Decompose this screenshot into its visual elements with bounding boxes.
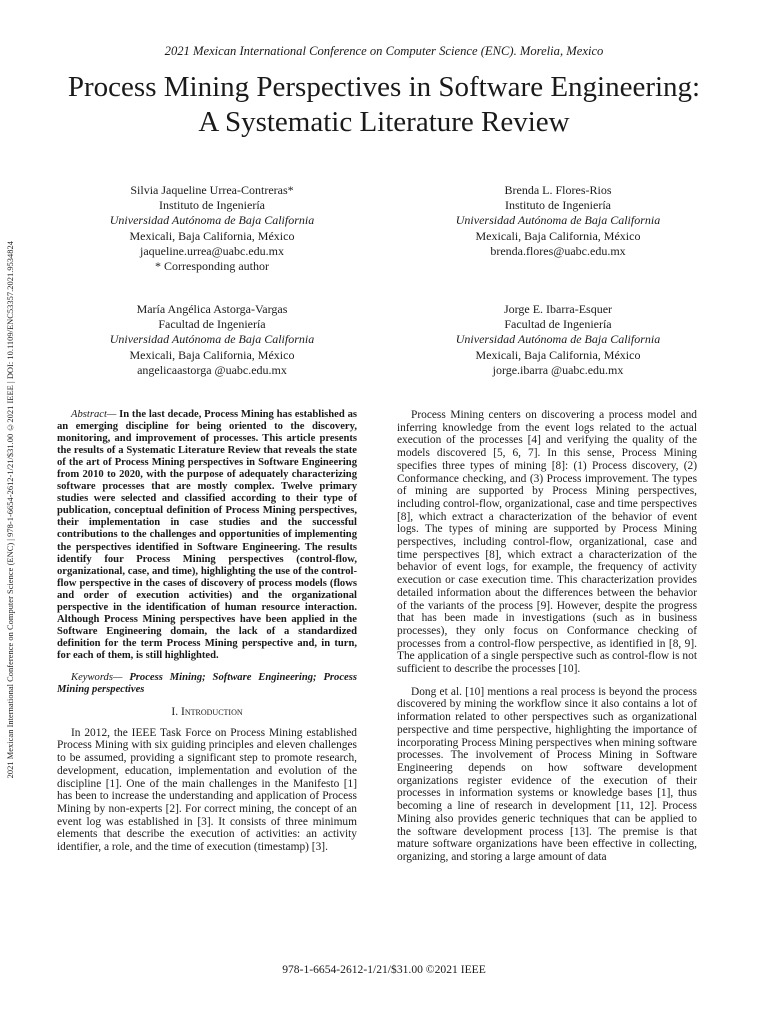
author-univ: Universidad Autónoma de Baja California xyxy=(455,332,661,347)
right-paragraph-1: Process Mining centers on discovering a process model and inferring knowledge from the event logs related to the actual execution of the processes [4] and verifying the quality of the models discovered [5, 6, 7]. In this sense, Process Mining specifies three types of mining [8]: (1) Process discovery, (2) Conformance checking, and (3) Process improvement. The types of mining are supported by Process Mining perspectives, including control-flow, organizational, case and time perspectives [8], which extract a characterization of the behavior of event logs. The types of mining are supported by Process Mining perspectives, including control-flow, organizational, case and time perspectives [8], which extract a characterization of the behavior of event logs, for example, the frequency of activity execution or case execution time. This characterization provides detailed information about the differences between the behavior of the variants of the process [9]. However, despite the progress that has been made in investigations (such as in business processes), they only focus on Conformance checking of processes from a control-flow perspective, as identified in [8, 9]. The application of a single perspective such as control-flow is not sufficient to describe the processes [10]. xyxy=(397,409,697,676)
author-email: angelicaastorga @uabc.edu.mx xyxy=(137,362,287,377)
author-email: brenda.flores@uabc.edu.mx xyxy=(490,243,626,258)
author-city: Mexicali, Baja California, México xyxy=(129,228,295,243)
right-column xyxy=(397,409,697,864)
author-name: Jorge E. Ibarra-Esquer xyxy=(503,302,613,316)
keywords-text: Process Mining; Software Engineering; Process Mining perspectives xyxy=(57,671,357,696)
author-dept: Instituto de Ingeniería xyxy=(505,198,611,213)
author-univ: Universidad Autónoma de Baja California xyxy=(455,213,661,228)
doi-sidebar-text: 2021 Mexican International Conference on Computer Science (ENC) | 978-1-6654-2612-1/21/$31.00 ©2021 IEEE | DOI: 10.1109/ENC53357.2021.9534824 xyxy=(5,241,15,779)
author-block-1 xyxy=(72,183,352,274)
author-city: Mexicali, Baja California, México xyxy=(129,347,295,362)
keywords-label: Keywords— xyxy=(71,671,123,683)
author-block-4 xyxy=(418,302,698,378)
author-block-2 xyxy=(418,183,698,259)
abstract-text: In the last decade, Process Mining has established as an emerging discipline for being oriented to the discovery, monitoring, and improvement of processes. This article presents the results of a Systematic Literature Review that reveals the state of the art of Process Mining perspectives in Software Engineering from 2010 to 2020, with the purpose of adequately characterizing software processes that are mostly complex. Twelve primary studies were selected and classified according to their type of publication, conceptual definition of Process Mining perspectives, their implementation in case studies and the successful contributions to the challenges and opportunities of implementing the perspectives identified in Software Engineering. The results identify four Process Mining perspectives (control-flow, organizational, case, and time), highlighting the use of the control-flow perspective in the cases of discovery of process models (flows and order of execution activities) and the organizational perspective in the identification of human resource interaction. Although Process Mining perspectives have been applied in the Software Engineering domain, the lack of a standardized definition for the term Process Mining perspective and, in turn, for each of them, is still highlighted. xyxy=(57,409,357,661)
corresponding-note: * Corresponding author xyxy=(155,259,269,274)
author-dept: Instituto de Ingeniería xyxy=(159,198,265,213)
author-dept: Facultad de Ingeniería xyxy=(158,317,266,332)
author-name: Brenda L. Flores-Rios xyxy=(504,183,612,197)
abstract-label: Abstract— xyxy=(71,409,117,420)
intro-paragraph-1: In 2012, the IEEE Task Force on Process Mining established Process Mining with six guiding principles and eleven challenges to be assumed, providing a significant step to promote research, development, education, implementation and evolution of the discipline [1]. One of the main challenges in the Manifesto [1] has been to increase the understanding and application of Process Mining by non-experts [2]. For correct mining, the concept of an event log was established in [3]. It consists of three minimum elements that describe the execution of activities: an activity identifier, a role, and the time of execution (timestamp) [3]. xyxy=(57,726,357,854)
left-column xyxy=(57,409,357,854)
author-city: Mexicali, Baja California, México xyxy=(475,228,641,243)
doi-sidebar xyxy=(4,185,18,835)
author-email: jaqueline.urrea@uabc.edu.mx xyxy=(140,243,284,258)
author-email: jorge.ibarra @uabc.edu.mx xyxy=(492,362,624,377)
keywords xyxy=(57,672,357,696)
section-heading-introduction: I. Introduction xyxy=(171,705,243,719)
author-univ: Universidad Autónoma de Baja California xyxy=(109,332,315,347)
author-dept: Facultad de Ingeniería xyxy=(504,317,612,332)
author-univ: Universidad Autónoma de Baja California xyxy=(109,213,315,228)
conference-line: 2021 Mexican International Conference on Computer Science (ENC). Morelia, Mexico xyxy=(164,44,604,58)
right-paragraph-2: Dong et al. [10] mentions a real process is beyond the process discovered by mining the workflow since it also contains a lot of information related to other perspectives such as organizational perspective and time perspective, highlighting the importance of incorporating Process Mining perspectives when mining software processes. The involvement of Process Mining in Software Engineering depends on how software development organizations register evidence of the execution of their processes in information systems or knowledge bases [1], thus becoming a line of research in development [11, 12]. Process Mining also provides generic techniques that can be applied to the software development process [13]. The premise is that mature software organizations have been effective in collecting, organizing, and storing a large amount of data xyxy=(397,685,697,863)
copyright-footer: 978-1-6654-2612-1/21/$31.00 ©2021 IEEE xyxy=(282,963,486,976)
abstract xyxy=(57,409,357,662)
author-name: María Angélica Astorga-Vargas xyxy=(136,302,288,316)
paper-title: Process Mining Perspectives in Software Engineering: A Systematic Literature Review xyxy=(67,71,701,138)
author-city: Mexicali, Baja California, México xyxy=(475,347,641,362)
author-name: Silvia Jaqueline Urrea-Contreras* xyxy=(130,183,294,197)
author-block-3 xyxy=(72,302,352,378)
